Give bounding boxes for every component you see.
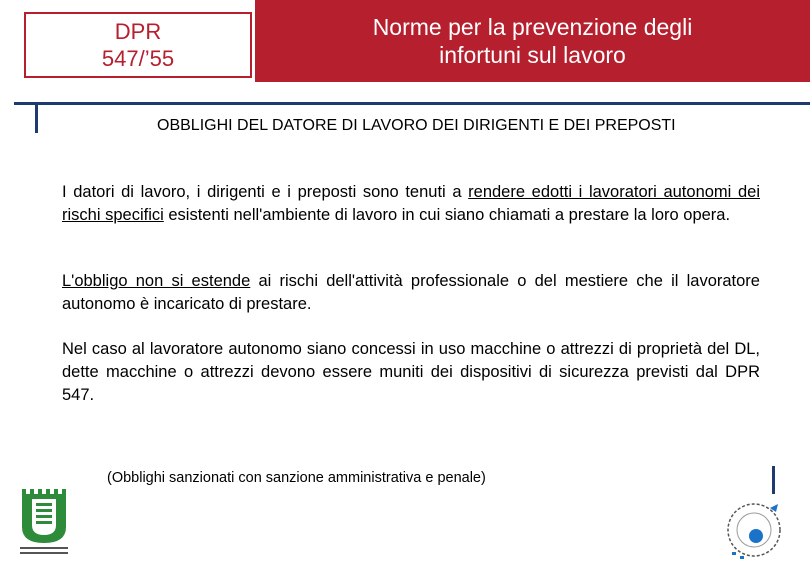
dpr-line1: DPR (114, 19, 162, 44)
p1-underlined: rendere edotti i lavoratori autonomi dei rischi specifici (62, 183, 760, 224)
vertical-rule-right (772, 466, 775, 494)
title-line1: Norme per la prevenzione degli (372, 14, 693, 40)
paragraph-2 (62, 270, 760, 316)
p2-underlined: L'obbligo non si estende (62, 272, 251, 290)
vertical-rule-left (35, 103, 38, 133)
title-line2: infortuni sul lavoro (439, 42, 626, 68)
paragraph-3: Nel caso al lavoratore autonomo siano concessi in uso macchine o attrezzi di proprietà del DL, dette macchine o attrezzi devono essere muniti dei dispositivi di sicurezza previsti dal DPR 547. (62, 340, 760, 404)
paragraph-1 (62, 181, 760, 227)
section-subtitle: OBBLIGHI DEL DATORE DI LAVORO DEI DIRIGENTI E DEI PREPOSTI (157, 117, 676, 134)
p1-text-b: esistenti nell'ambiente di lavoro in cui siano chiamati a prestare la loro opera. (163, 206, 731, 224)
page-title (255, 0, 810, 82)
inail-logo-icon (718, 492, 790, 564)
p1-text-a: I datori di lavoro, i dirigenti e i preposti sono tenuti a (62, 183, 469, 201)
dpr-line2: 547/’55 (101, 46, 175, 71)
horizontal-rule (14, 102, 810, 105)
p2-text: ai rischi dell'attività professionale o del mestiere che il lavoratore autonomo è incaricato di prestare. (62, 272, 760, 313)
university-logo-icon (18, 487, 70, 557)
dpr-label-box (24, 12, 252, 78)
sanction-note: (Obblighi sanzionati con sanzione amministrativa e penale) (107, 470, 486, 486)
